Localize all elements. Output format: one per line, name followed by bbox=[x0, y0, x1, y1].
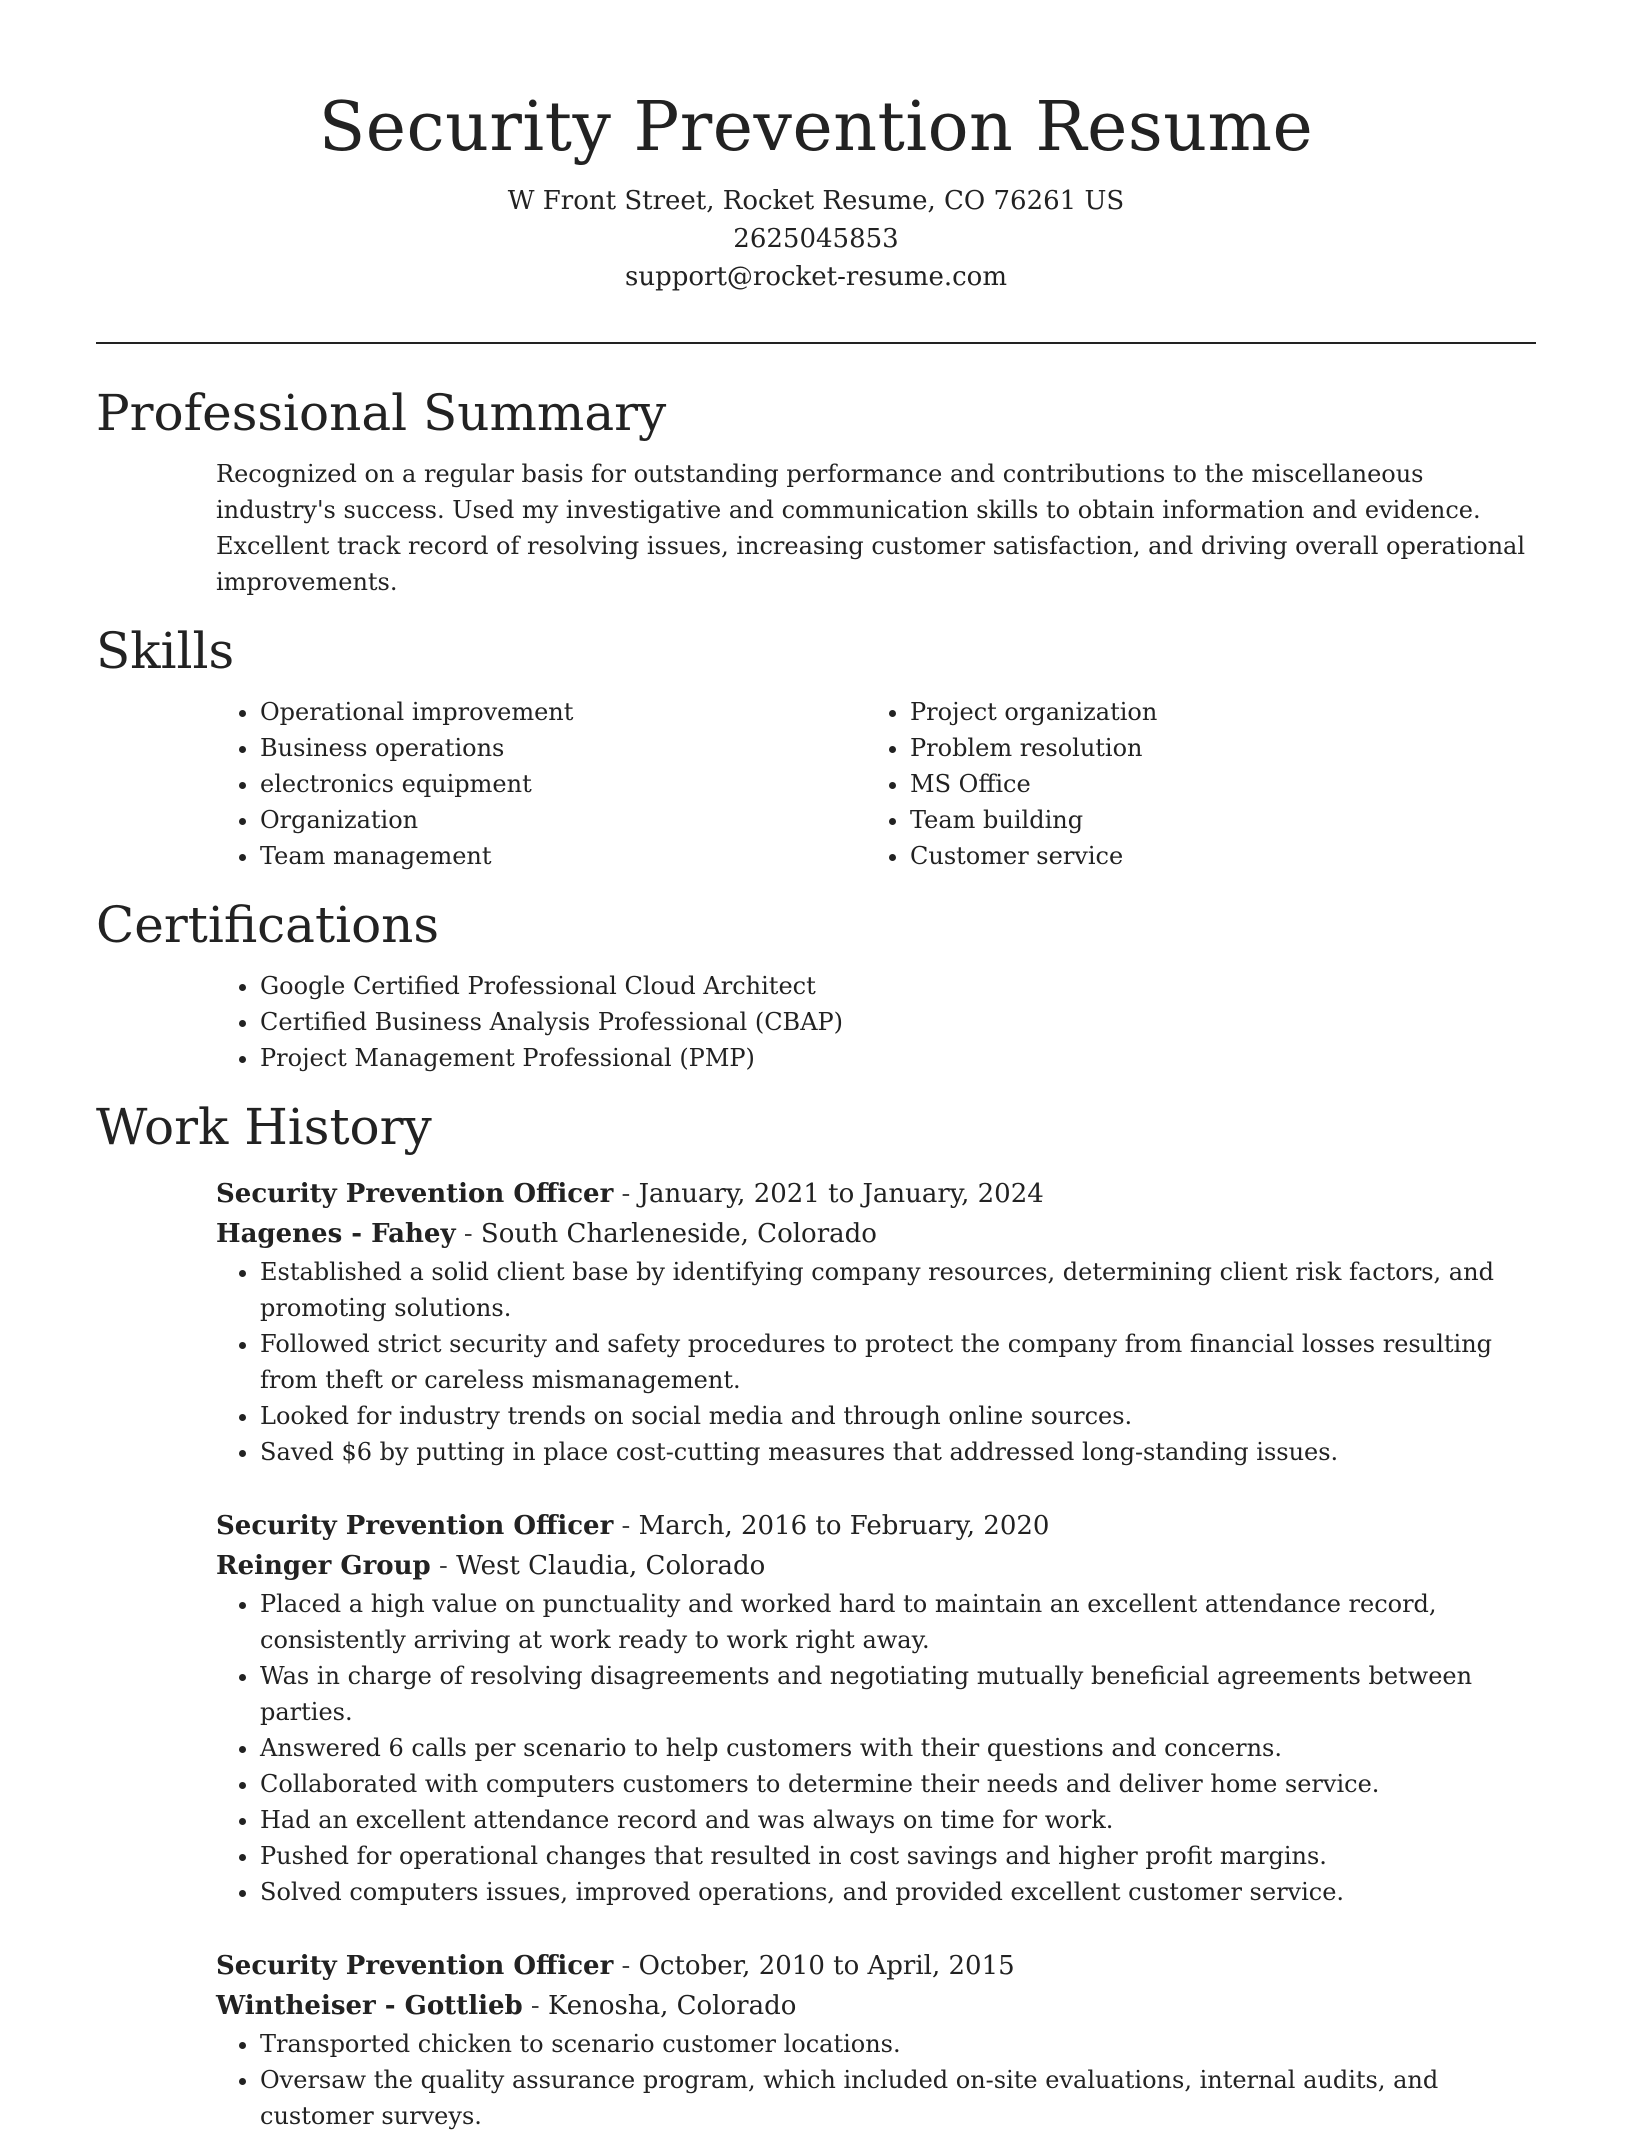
contact-email: support@rocket-resume.com bbox=[624, 262, 1007, 292]
job-bullet: • Answered 6 calls per scenario to help customers with their questions and concerns. bbox=[260, 1730, 1536, 1766]
job-bullets bbox=[216, 1254, 1536, 1470]
skill-item: • Business operations bbox=[260, 730, 866, 766]
skills-column-right bbox=[866, 694, 1516, 874]
job-company: Hagenes - Fahey bbox=[216, 1219, 456, 1249]
certifications-section bbox=[96, 892, 1536, 1076]
job-title-line bbox=[216, 1174, 1536, 1214]
job-bullet: • Oversaw the quality assurance program, which included on-site evaluations, internal audits, and customer surveys. bbox=[260, 2062, 1536, 2134]
job-bullet: • Pushed for operational changes that resulted in cost savings and higher profit margins. bbox=[260, 1838, 1536, 1874]
certifications-heading: Certifications bbox=[96, 896, 440, 954]
job-bullets bbox=[216, 1586, 1536, 1910]
job-company: Wintheiser - Gottlieb bbox=[216, 1991, 523, 2021]
resume-content bbox=[96, 380, 1536, 2134]
resume-title: Security Prevention Resume bbox=[318, 88, 1314, 167]
skills-section bbox=[96, 618, 1536, 874]
job-title-line bbox=[216, 1946, 1536, 1986]
job-title-line bbox=[216, 1506, 1536, 1546]
certifications-list bbox=[216, 968, 1536, 1076]
job-company: Reinger Group bbox=[216, 1551, 431, 1581]
skill-item: • Team management bbox=[260, 838, 866, 874]
summary-text: Recognized on a regular basis for outstanding performance and contributions to the miscellaneous industry's success. Used my investigative and communication skills to obtain information and evidence. Excellent track record of resolving issues, increasing customer satisfaction, and driving overall operational improvements. bbox=[216, 460, 1526, 596]
skills-column-left bbox=[216, 694, 866, 874]
job-entry bbox=[216, 1174, 1536, 1470]
job-location: South Charleneside, Colorado bbox=[480, 1219, 877, 1249]
skill-item: • Customer service bbox=[910, 838, 1516, 874]
job-title: Security Prevention Officer bbox=[216, 1951, 614, 1981]
resume-header bbox=[96, 84, 1536, 296]
job-company-line bbox=[216, 1546, 1536, 1586]
job-dates: March, 2016 to February, 2020 bbox=[638, 1511, 1050, 1541]
job-company-line bbox=[216, 1986, 1536, 2026]
certification-item: • Google Certified Professional Cloud Architect bbox=[260, 968, 1536, 1004]
job-bullet: • Solved computers issues, improved operations, and provided excellent customer service. bbox=[260, 1874, 1536, 1910]
job-dates: October, 2010 to April, 2015 bbox=[638, 1951, 1015, 1981]
job-bullet: • Collaborated with computers customers to determine their needs and deliver home service. bbox=[260, 1766, 1536, 1802]
separator: - bbox=[613, 1179, 639, 1209]
skill-item: • Operational improvement bbox=[260, 694, 866, 730]
job-bullet: • Established a solid client base by identifying company resources, determining client risk factors, and promoting solutions. bbox=[260, 1254, 1536, 1326]
job-bullet: • Transported chicken to scenario customer locations. bbox=[260, 2026, 1536, 2062]
job-location: Kenosha, Colorado bbox=[548, 1991, 797, 2021]
job-title: Security Prevention Officer bbox=[216, 1179, 614, 1209]
certification-item: • Certified Business Analysis Professional (CBAP) bbox=[260, 1004, 1536, 1040]
skills-heading: Skills bbox=[96, 622, 235, 680]
skill-item: • MS Office bbox=[910, 766, 1516, 802]
contact-address: W Front Street, Rocket Resume, CO 76261 US bbox=[507, 186, 1125, 216]
contact-block bbox=[96, 182, 1536, 296]
job-location: West Claudia, Colorado bbox=[456, 1551, 766, 1581]
skill-item: • Organization bbox=[260, 802, 866, 838]
skill-item: • Problem resolution bbox=[910, 730, 1516, 766]
job-entry bbox=[216, 1946, 1536, 2134]
job-bullet: • Looked for industry trends on social media and through online sources. bbox=[260, 1398, 1536, 1434]
job-title: Security Prevention Officer bbox=[216, 1511, 614, 1541]
work-history-section bbox=[96, 1094, 1536, 2134]
separator: - bbox=[455, 1219, 481, 1249]
summary-heading: Professional Summary bbox=[96, 384, 667, 442]
job-bullet: • Placed a high value on punctuality and worked hard to maintain an excellent attendance record, consistently arriving at work ready to work right away. bbox=[260, 1586, 1536, 1658]
job-bullet: • Had an excellent attendance record and was always on time for work. bbox=[260, 1802, 1536, 1838]
skill-item: • Project organization bbox=[910, 694, 1516, 730]
separator: - bbox=[613, 1511, 639, 1541]
skill-item: • Team building bbox=[910, 802, 1516, 838]
job-entry bbox=[216, 1506, 1536, 1910]
job-bullet: • Was in charge of resolving disagreements and negotiating mutually beneficial agreements between parties. bbox=[260, 1658, 1536, 1730]
certification-item: • Project Management Professional (PMP) bbox=[260, 1040, 1536, 1076]
separator: - bbox=[613, 1951, 639, 1981]
job-company-line bbox=[216, 1214, 1536, 1254]
job-bullets bbox=[216, 2026, 1536, 2134]
work-history-heading: Work History bbox=[96, 1098, 432, 1156]
separator: - bbox=[430, 1551, 457, 1581]
contact-phone: 2625045853 bbox=[733, 224, 899, 254]
job-dates: January, 2021 to January, 2024 bbox=[638, 1179, 1044, 1209]
separator: - bbox=[522, 1991, 548, 2021]
job-bullet: • Followed strict security and safety procedures to protect the company from financial losses resulting from theft or careless mismanagement. bbox=[260, 1326, 1536, 1398]
certifications-list-wrap bbox=[216, 968, 1536, 1076]
header-divider bbox=[96, 342, 1536, 344]
summary-section bbox=[96, 380, 1536, 600]
skill-item: • electronics equipment bbox=[260, 766, 866, 802]
skills-grid bbox=[216, 694, 1536, 874]
job-bullet: • Saved $6 by putting in place cost-cutting measures that addressed long-standing issues. bbox=[260, 1434, 1536, 1470]
